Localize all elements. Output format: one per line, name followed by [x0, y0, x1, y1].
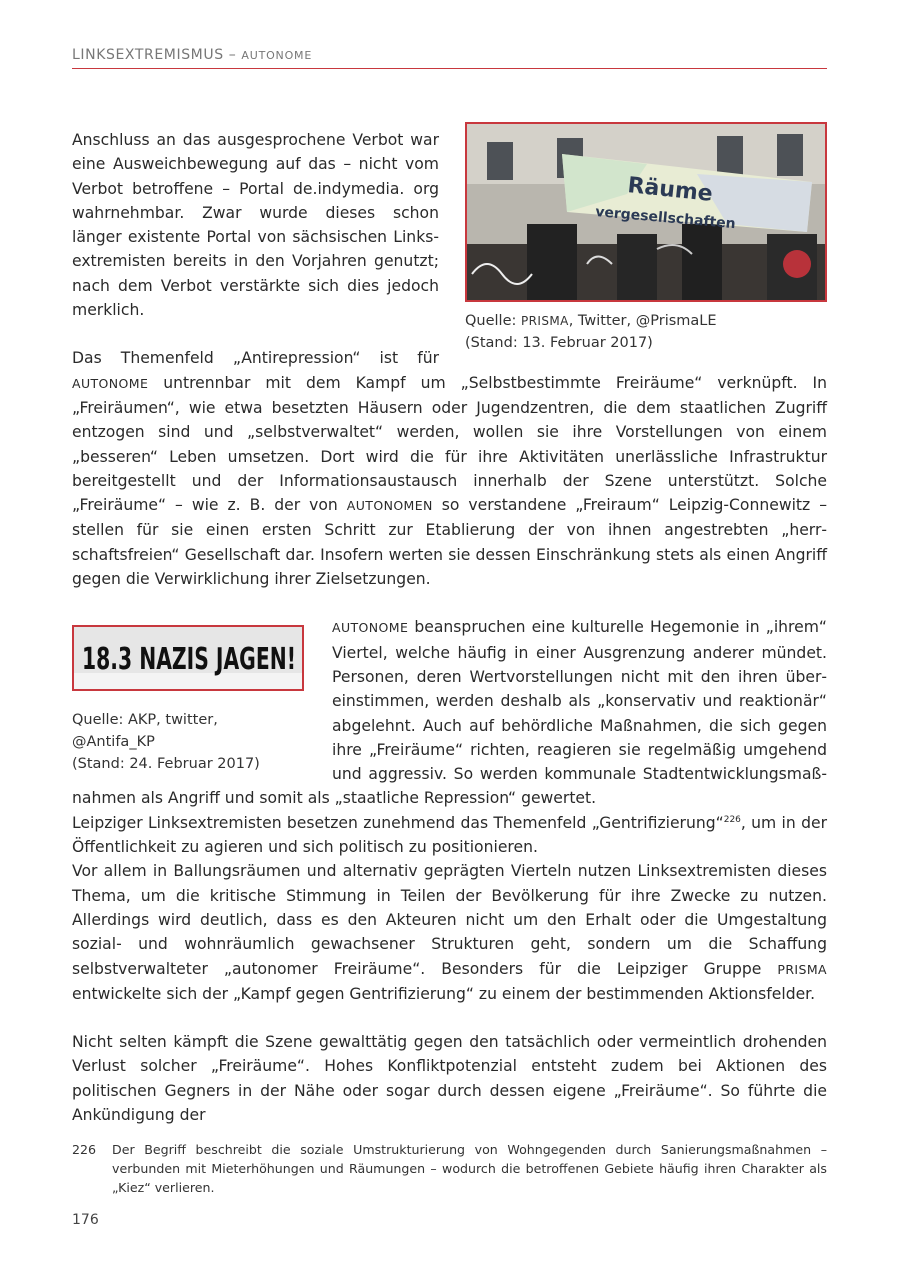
paragraph-5: [72, 859, 827, 1006]
banner-text-line1: Räume: [626, 173, 714, 207]
caption-rest: , Twitter, @PrismaLE: [568, 313, 717, 329]
paragraph-4: [72, 811, 827, 860]
figure-banner-caption: [465, 310, 827, 354]
p5-part-a: Vor allem in Ballungsräumen und alternativ geprägten Vierteln nutzen Linksextremisten dieses Thema, um die kritische Stimmung in Teilen der Bevölkerung für ihre Zwecke zu nutzen. Allerdings wird deutlich, dass es den Akteuren nicht um den Erhalt oder die Umgestaltung sozial- und wohnräumlich gewachsener Strukturen geht, sondern um die Schaffung selbstverwalteter „autonomer Freiräume“. Besonders für die Leipziger Gruppe: [72, 862, 827, 978]
main-text: [72, 128, 827, 1127]
p4-part-a: Leipziger Linksextremisten besetzen zunehmend das Themenfeld „Gentrifizierung“: [72, 813, 724, 832]
p2-part-c: so verstandene „Freiraum“ Leipzig-Connewitz – stellen für sie einen ersten Schritt zur Etablierung der von ihnen angestrebten „herrschaftsfreien“ Gesellschaft dar. Insofern werten sie dessen Einschränkung stets als einen Angriff gegen die Verwirklichung ihrer Zielsetzungen.: [72, 496, 827, 589]
p5-prisma: PRISMA: [777, 961, 827, 977]
header-subsection: AUTONOME: [241, 49, 313, 62]
caption-source-prisma: PRISMA: [521, 314, 569, 328]
caption2-date: (Stand: 24. Februar 2017): [72, 756, 260, 773]
figure-graffiti-caption: [72, 709, 304, 775]
paragraph-1: Anschluss an das ausgesprochene Verbot war eine Ausweichbewegung auf das – nicht vom Verbot betroffene – Portal de.indymedia. org wahrnehmbar. Zwar wurde dieses schon länger existente Portal von sächsischen Linksextremisten bereits in den Vorjahren genutzt; nach dem Verbot verstärkte sich dies jedoch merklich.: [72, 131, 439, 320]
graffiti-photo-illustration: [74, 627, 302, 689]
header-separator: –: [223, 47, 242, 63]
p4-part-b: , um in der Öffentlichkeit zu agieren und sich politisch zu positionieren.: [72, 813, 827, 857]
figure-banner: [465, 122, 827, 354]
footnote-226: [72, 1140, 827, 1197]
paragraph-6: Nicht selten kämpft die Szene gewalttätig gegen den tatsächlich oder vermeintlich drohenden Verlust solcher „Freiräume“. Hohes Konfliktpotenzial entsteht zudem bei Aktionen des politischen Gegners in der Nähe oder sogar durch dessen eigene „Freiräume“. So führte die Ankündigung der: [72, 1033, 827, 1124]
footnote-text: Der Begriff beschreibt die soziale Umstrukturierung von Wohngegenden durch Sanierungsmaßnahmen – verbunden mit Mieterhöhungen und Räumungen – wodurch die betroffenen Gebiete häufig ihren Charakter als „Kiez“ verlieren.: [112, 1142, 827, 1195]
p3-text: beanspruchen eine kulturelle Hegemonie in „ihrem“ Viertel, welche häufig in einer Ausgrenzung anderer mündet. Personen, deren Wertvorstellungen nicht mit den ihren übereinstimmen, werden deshalb als „konservativ und reaktionär“ abgelehnt. Auch auf behördliche Maßnahmen, die sich gegen ihre „Freiräume“ richten, reagieren sie regelmäßig umgehend und aggressiv. So werden kommunale Stadtentwicklungsmaßnahmen als Angriff und somit als „staatliche Repression“ gewertet.: [72, 618, 827, 808]
banner-photo: [465, 122, 827, 302]
p2-autonome: AUTONOME: [72, 375, 149, 391]
caption-prefix: Quelle:: [465, 313, 521, 329]
figure-graffiti: [72, 625, 304, 775]
running-header: [72, 44, 827, 69]
caption-date: (Stand: 13. Februar 2017): [465, 335, 653, 351]
page-number: 176: [72, 1212, 99, 1228]
p2-part-b: untrennbar mit dem Kampf um „Selbstbestimmte Freiräume“ verknüpft. In „Freiräumen“, wie etwa besetzten Häusern oder Jugendzentren, die dem staatlichen Zugriff entzogen sind und „selbstverwaltet“ werden, wollen sie ihre Vorstellungen von einem „besseren“ Leben umsetzen. Dort wird die für ihre Aktivitäten unerlässliche Infrastruktur bereitgestellt und der Informationsaustausch innerhalb der Szene unterstützt. Solche „Freiräume“ – wie z. B. der von: [72, 373, 827, 515]
p3-autonome: AUTONOME: [332, 620, 409, 636]
paragraph-2: [72, 346, 827, 591]
p2-autonomen: AUTONOMEN: [346, 498, 433, 514]
graffiti-photo: [72, 625, 304, 691]
banner-text-line2: vergesellschaften: [594, 204, 737, 233]
p2-part-a: Das Themenfeld „Antirepression“ ist für: [72, 349, 439, 368]
graffiti-text: 18.3 NAZIS JAGEN!: [82, 642, 296, 678]
footnote-ref-226[interactable]: 226: [723, 814, 741, 825]
p5-part-b: entwickelte sich der „Kampf gegen Gentrifizierung“ zu einem der bestimmenden Aktionsfelder.: [72, 984, 816, 1003]
caption2-source: Quelle: AKP, twitter, @Antifa_KP: [72, 712, 218, 751]
footnote-number: 226: [72, 1142, 97, 1157]
banner-photo-illustration: [467, 124, 825, 300]
header-section: LINKSEXTREMISMUS: [72, 47, 224, 63]
